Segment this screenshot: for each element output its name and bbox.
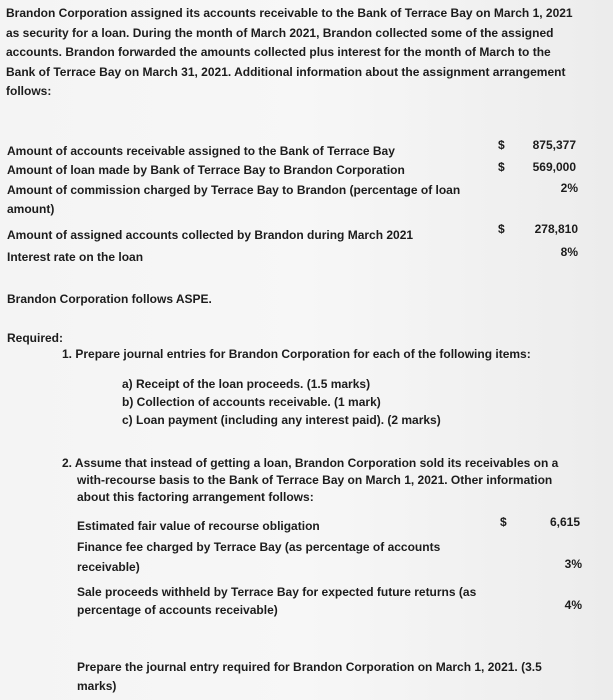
question-2-line: 2. Assume that instead of getting a loan, Brandon Corporation sold its receivables on a [62, 456, 559, 470]
dollar-sign: $ [498, 138, 505, 152]
q2-fact-value: 6,615 [549, 515, 580, 529]
question-1b: b) Collection of accounts receivable. (1 mark) [122, 395, 381, 409]
intro-line: as security for a loan. During the month of March 2021, Brandon collected some of the assigned [6, 25, 554, 40]
question-1a: a) Receipt of the loan proceeds. (1.5 marks) [122, 377, 371, 391]
intro-line: Brandon Corporation assigned its accounts receivable to the Bank of Terrace Bay on March 1, 2021 [6, 6, 573, 20]
q2-fact-label-cont: receivable) [77, 560, 140, 574]
final-instruction: Prepare the journal entry required for Brandon Corporation on March 1, 2021. (3.5 [77, 660, 542, 674]
fact-label: Amount of loan made by Bank of Terrace Bay to Brandon Corporation [7, 163, 405, 177]
question-1c: c) Loan payment (including any interest paid). (2 marks) [122, 413, 441, 427]
final-instruction-cont: marks) [77, 679, 117, 693]
fact-value: 278,810 [534, 222, 578, 236]
q2-fact-label-cont: percentage of accounts receivable) [77, 603, 278, 617]
fact-value: 2% [560, 181, 578, 195]
fact-value: 8% [560, 245, 578, 259]
intro-line: follows: [6, 84, 52, 98]
dollar-sign: $ [498, 160, 505, 174]
fact-label: Amount of commission charged by Terrace Bay to Brandon (percentage of loan [7, 183, 461, 197]
q2-fact-label: Finance fee charged by Terrace Bay (as percentage of accounts [77, 540, 441, 554]
intro-line: accounts. Brandon forwarded the amounts collected plus interest for the month of March to the [6, 45, 551, 59]
fact-value: 875,377 [532, 138, 576, 152]
fact-value: 569,000 [532, 160, 576, 174]
fact-label: Amount of assigned accounts collected by Brandon during March 2021 [7, 228, 414, 242]
aspe-note: Brandon Corporation follows ASPE. [7, 292, 212, 306]
fact-label-cont: amount) [7, 202, 55, 216]
intro-line: Bank of Terrace Bay on March 31, 2021. Additional information about the assignment arrangement [6, 64, 566, 79]
question-1: 1. Prepare journal entries for Brandon Corporation for each of the following items: [62, 347, 531, 361]
required-heading: Required: [7, 331, 64, 345]
q2-fact-value: 4% [564, 598, 582, 612]
q2-fact-value: 3% [564, 557, 582, 571]
question-2-line: with-recourse basis to the Bank of Terrace Bay on March 1, 2021. Other information [77, 473, 553, 487]
q2-fact-label: Estimated fair value of recourse obligation [77, 519, 320, 533]
dollar-sign: $ [498, 222, 505, 236]
fact-label: Interest rate on the loan [7, 250, 144, 264]
q2-fact-label: Sale proceeds withheld by Terrace Bay for expected future returns (as [77, 585, 477, 599]
intro-paragraph [6, 4, 606, 102]
fact-label: Amount of accounts receivable assigned to the Bank of Terrace Bay [7, 144, 395, 158]
question-2-line: about this factoring arrangement follows: [77, 490, 314, 504]
dollar-sign: $ [500, 515, 507, 529]
